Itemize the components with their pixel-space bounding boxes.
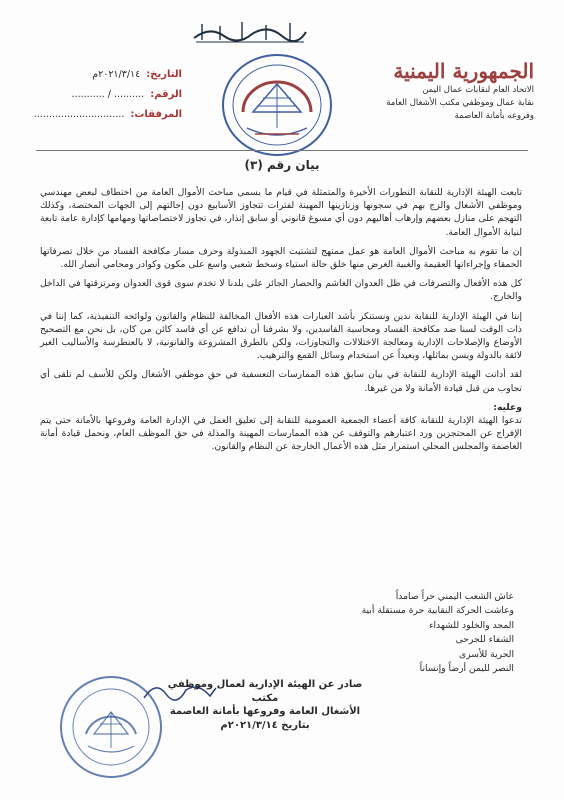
org-line-2: نقابة عمال وموظفي مكتب الأشغال العامة (386, 98, 534, 108)
body-paragraph: لقد أدانت الهيئة الإدارية للنقابة في بيان سابق هذه الممارسات التعسفية في حق موظفي الأشغال ولكن للأسف لم تلقى أي تجاوب من قبل قيادة الأمانة ولا من غيرها. (40, 369, 522, 394)
meta-attachments-label: المرفقات: (130, 108, 182, 120)
slogan-line: المجد والخلود للشهداء (429, 619, 514, 631)
slogan-line: الحرية للأسرى (459, 648, 514, 660)
statement-title: بيان رقم (٣) (244, 158, 320, 172)
signature-block (155, 678, 375, 732)
body-paragraph: تابعت الهيئة الإدارية للنقابة التطورات الأخيرة والمتمثلة في قيام ما يسمى مباحث الأموال العامة من اختطاف لبعض مهندسي وموظفي الأشغال والزج بهم في سجونها وزنازينها المهينة لفترات تتجاوز الأسابيع دون إحالتهم إلى الجهات المختصة، وكذلك التهجم على منازل بعضهم وإرهاب أهاليهم دون أي مسوغ قانوني أو سابق إنذار، في تجاوز لاختصاصاتها ومهامها كإدارة عامة تابعة لنيابة الأموال العامة. (40, 187, 522, 238)
organization-header (349, 60, 534, 123)
org-title: الجمهورية اليمنية (393, 59, 534, 83)
body-paragraph: إن ما تقوم به مباحث الأموال العامة هو عمل ممنهج لتشتيت الجهود المبذولة وحرف مسار مكافحة الفساد من خلال تصرفاتها الحمقاء وإجراءاتها العقيمة والغبية الغرض منها خلق حالة استياء وسخط شعبي واسع على مكون وكوادر ومحامي أنصار الله. (40, 245, 522, 271)
basmala-calligraphy (190, 16, 310, 46)
meta-number-label: الرقم: (150, 88, 182, 100)
document-meta (32, 64, 182, 124)
slogan-line: النصر لليمن أرضاً وإنساناً (419, 663, 514, 675)
body-paragraph: إننا في الهيئة الإدارية للنقابة ندين ونستنكر بأشد العبارات هذه الأفعال المخالفة للنظام والقانون ولوائحه التنفيذية، كما إننا في ذات الوقت لسنا ضد مكافحة الفساد ومحاسبة الفاسدين، ولا بشرفنا أن ندافع عن أي فاسد كائن من كان، بل نحن مع التصحيح الأوضاع والإصلاحات الإدارية ومعالجة الاختلالات والتجاوزات، ولكن بالطرق المشروعة والقانونية، لا بالعنطرسة والأساليب الغير لائقة بالدولة ويسن بماثلها، وبعيداً عن استخدام وسائل القمع والترهيب. (40, 310, 522, 362)
header-divider (36, 150, 528, 151)
org-line-3: وفروعه بأمانة العاصمة (454, 111, 534, 121)
meta-attachments (32, 104, 182, 124)
body-paragraph: كل هذه الأفعال والتصرفات في ظل العدوان الغاشم والحصار الجائر على بلدنا لا تخدم سوى قوى العدوان ومرتزقتها في الداخل والخارج. (40, 278, 522, 303)
signature-line-1: صادر عن الهيئة الإدارية لعمال وموظفي مكتب (167, 679, 363, 704)
slogans-list (214, 590, 514, 676)
signature-date: بتاريخ ٢٠٢١/٣/١٤م (220, 719, 310, 731)
signature-line-2: الأشغال العامة وفروعها بأمانة العاصمة (169, 706, 361, 717)
closing-paragraph: تدعوا الهيئة الإدارية للنقابة كافة أعضاء الجمعية العمومية للنقابة إلى تعليق العمل في الإدارة العامة وفروعها بالأمانة حتى يتم الإفراج عن المحتجزين ورد اعتبارهم والتوقف عن هذه الممارسات المهينة والمذلة في حق الموظف العام، ونحمل قيادة أمانة العاصمة والمجلس المحلي استمرار مثل هذه الأعمال الخارجة عن النظام والقانون. (40, 415, 522, 453)
slogan-line: عاش الشعب اليمني حراً صامداً (395, 591, 514, 602)
slogan-line: الشفاء للجرحى (455, 634, 514, 646)
meta-number (32, 84, 182, 104)
union-logo (217, 50, 337, 160)
therefore-label: وعليه: (493, 401, 522, 413)
meta-attachments-value: .............................. (33, 108, 125, 120)
meta-date (32, 64, 182, 84)
org-line-1: الاتحاد العام لنقابات عمال اليمن (422, 85, 534, 95)
slogan-line: وعاشت الحركة النقابية حرة مستقلة أبية (361, 605, 514, 617)
meta-number-value: .......... / ........... (71, 88, 145, 100)
statement-body (40, 186, 522, 460)
meta-date-value: ٢٠٢١/٣/١٤م (92, 68, 141, 80)
meta-date-label: التاريخ: (146, 68, 182, 80)
